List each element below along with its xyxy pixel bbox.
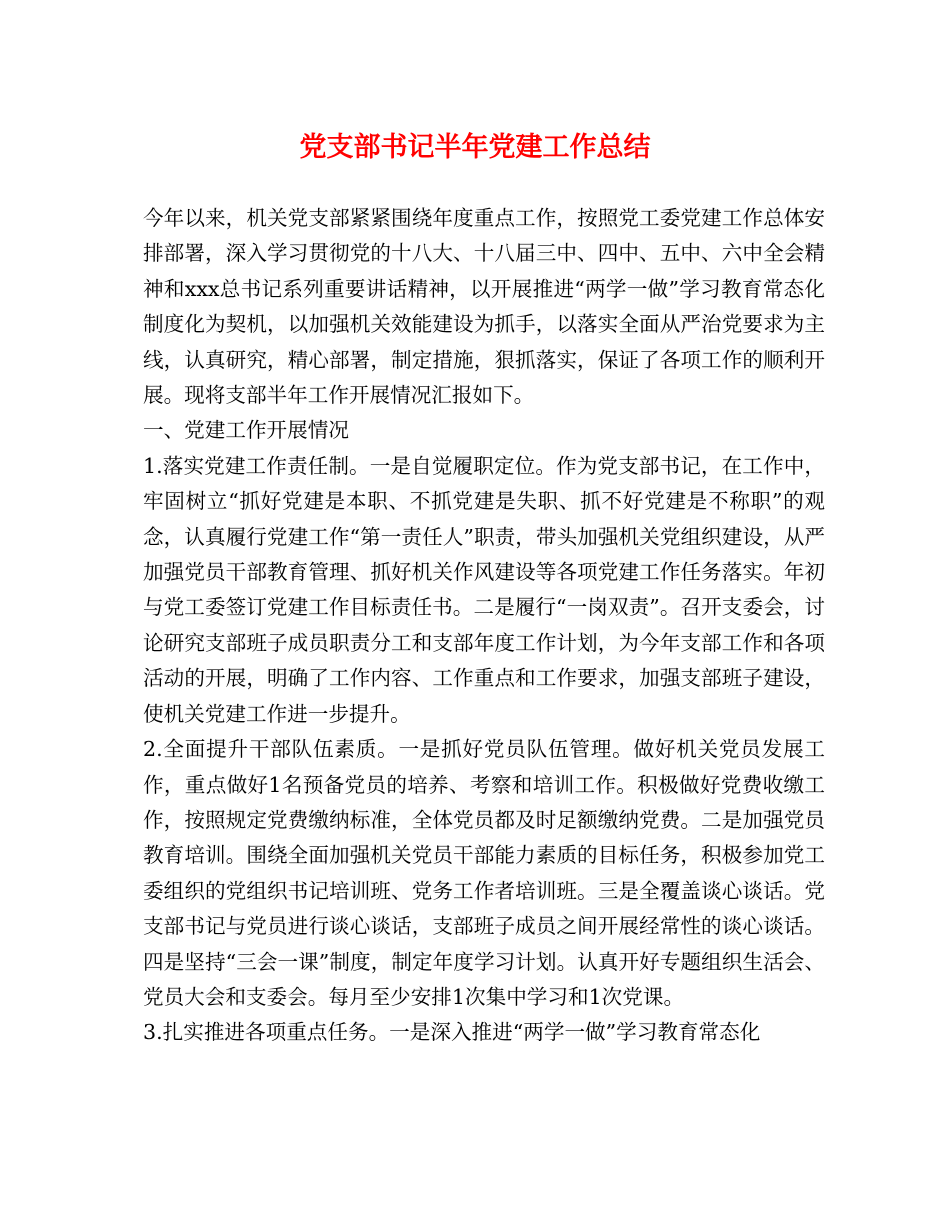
paragraph-item-1: 1.落实党建工作责任制。一是自觉履职定位。作为党支部书记，在工作中，牢固树立“抓好党建是本职、不抓党建是失职、抓不好党建是不称职”的观念，认真履行党建工作“第一责任人”职责，带头加强机关党组织建设，从严加强党员干部教育管理、抓好机关作风建设等各项党建工作任务落实。年初与党工委签订党建工作目标责任书。二是履行“一岗双责”。召开支委会，讨论研究支部班子成员职责分工和支部年度工作计划，为今年支部工作和各项活动的开展，明确了工作内容、工作重点和工作要求，加强支部班子建设，使机关党建工作进一步提升。 <box>143 453 825 726</box>
document-body <box>143 201 825 1051</box>
paragraph-item-3: 3.扎实推进各项重点任务。一是深入推进“两学一做”学习教育常态化 <box>143 1020 761 1045</box>
paragraph-intro: 今年以来，机关党支部紧紧围绕年度重点工作，按照党工委党建工作总体安排部署，深入学习贯彻党的十八大、十八届三中、四中、五中、六中全会精神和xxx总书记系列重要讲话精神，以开展推进“两学一做”学习教育常态化制度化为契机，以加强机关效能建设为抓手，以落实全面从严治党要求为主线，认真研究，精心部署，制定措施，狠抓落实，保证了各项工作的顺利开展。现将支部半年工作开展情况汇报如下。 <box>143 206 825 408</box>
paragraph-item-2: 2.全面提升干部队伍素质。一是抓好党员队伍管理。做好机关党员发展工作，重点做好1名预备党员的培养、考察和培训工作。积极做好党费收缴工作，按照规定党费缴纳标准，全体党员都及时足额缴纳党费。二是加强党员教育培训。围绕全面加强机关党员干部能力素质的目标任务，积极参加党工委组织的党组织书记培训班、党务工作者培训班。三是全覆盖谈心谈话。党支部书记与党员进行谈心谈话，支部班子成员之间开展经常性的谈心谈话。四是坚持“三会一课”制度，制定年度学习计划。认真开好专题组织生活会、党员大会和支委会。每月至少安排1次集中学习和1次党课。 <box>143 737 825 1009</box>
section-heading: 一、党建工作开展情况 <box>143 418 349 443</box>
document-title: 党支部书记半年党建工作总结 <box>299 132 651 163</box>
